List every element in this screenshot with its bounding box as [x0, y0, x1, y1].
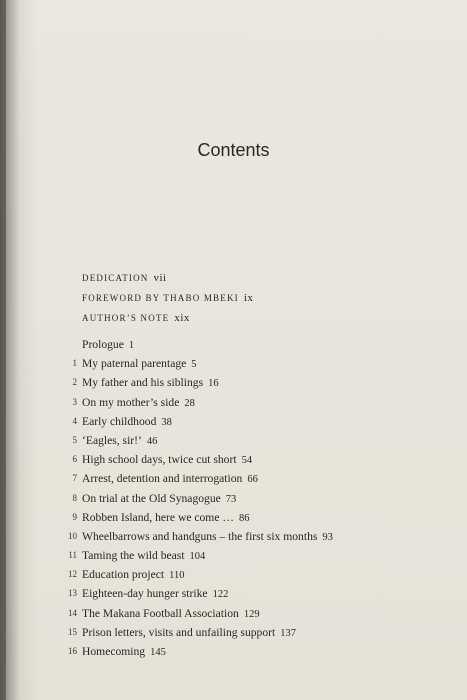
chapter-number: 3	[72, 396, 77, 407]
chapter-page: 104	[189, 551, 206, 563]
chapter-page: 145	[150, 647, 166, 658]
front-matter-item	[82, 308, 253, 328]
chapter-number: 9	[72, 511, 77, 522]
chapter-number: 5	[72, 434, 77, 445]
chapter-page: 54	[241, 455, 253, 467]
chapter-number: 4	[72, 415, 77, 426]
chapter-page: 93	[322, 531, 333, 543]
chapter-title: My paternal parentage	[82, 357, 187, 371]
chapter-page: 38	[161, 416, 172, 428]
front-matter-page: ix	[243, 292, 254, 304]
chapter-title: Arrest, detention and interrogation	[82, 472, 243, 486]
front-matter-page: vii	[153, 272, 167, 284]
chapter-page: 5	[191, 359, 197, 371]
chapter-number: 7	[72, 473, 77, 484]
chapter-title: Eighteen-day hunger strike	[82, 587, 208, 601]
chapter-title: Prologue	[82, 338, 124, 351]
chapter-page: 1	[128, 340, 135, 351]
chapter-page: 110	[169, 570, 185, 582]
chapter-number: 13	[68, 588, 77, 599]
chapter-title: Prison letters, visits and unfailing support	[82, 625, 276, 639]
chapter-title: ‘Eagles, sir!’	[82, 433, 142, 447]
chapter-number: 8	[72, 492, 77, 503]
chapter-number: 15	[68, 626, 77, 637]
front-matter-label: DEDICATION	[82, 273, 149, 283]
front-matter-page: xix	[174, 312, 190, 324]
chapter-number: 14	[68, 607, 77, 618]
chapter-page: 73	[225, 493, 237, 505]
chapter-page: 46	[146, 435, 158, 447]
chapter-title: Robben Island, here we come …	[82, 510, 234, 524]
chapter-page: 28	[184, 397, 195, 409]
chapter-title: High school days, twice cut short	[82, 453, 237, 467]
chapter-page: 137	[280, 627, 296, 639]
chapter-page: 122	[212, 589, 229, 601]
chapter-number: 1	[72, 358, 77, 369]
book-spine-shadow	[0, 0, 6, 700]
chapter-title: Wheelbarrows and handguns – the first six months	[82, 529, 318, 543]
chapter-number: 16	[68, 646, 77, 656]
chapter-title: On trial at the Old Synagogue	[82, 491, 221, 505]
chapter-title: The Makana Football Association	[82, 606, 239, 620]
page-title: Contents	[197, 140, 270, 160]
front-matter-list	[82, 268, 253, 328]
chapter-number: 2	[72, 377, 77, 388]
chapter-page: 86	[238, 512, 250, 524]
chapter-title: Homecoming	[82, 645, 146, 658]
chapter-page: 129	[243, 608, 260, 620]
chapter-title: Taming the wild beast	[82, 549, 185, 563]
front-matter-item	[82, 288, 253, 308]
chapter-title: Education project	[82, 568, 165, 582]
front-matter-label: FOREWORD BY THABO MBEKI	[82, 293, 239, 303]
chapter-title: My father and his siblings	[82, 376, 204, 390]
chapter-number: 10	[68, 530, 77, 541]
chapter-number: 11	[68, 550, 77, 561]
chapter-title: On my mother’s side	[82, 395, 180, 409]
chapter-page: 16	[208, 378, 219, 390]
chapter-number: 6	[72, 454, 77, 465]
chapter-page: 66	[247, 474, 258, 486]
chapter-number: 12	[68, 569, 77, 580]
front-matter-item	[82, 268, 253, 288]
front-matter-label: AUTHOR’S NOTE	[82, 313, 170, 323]
chapter-title: Early childhood	[82, 414, 157, 428]
